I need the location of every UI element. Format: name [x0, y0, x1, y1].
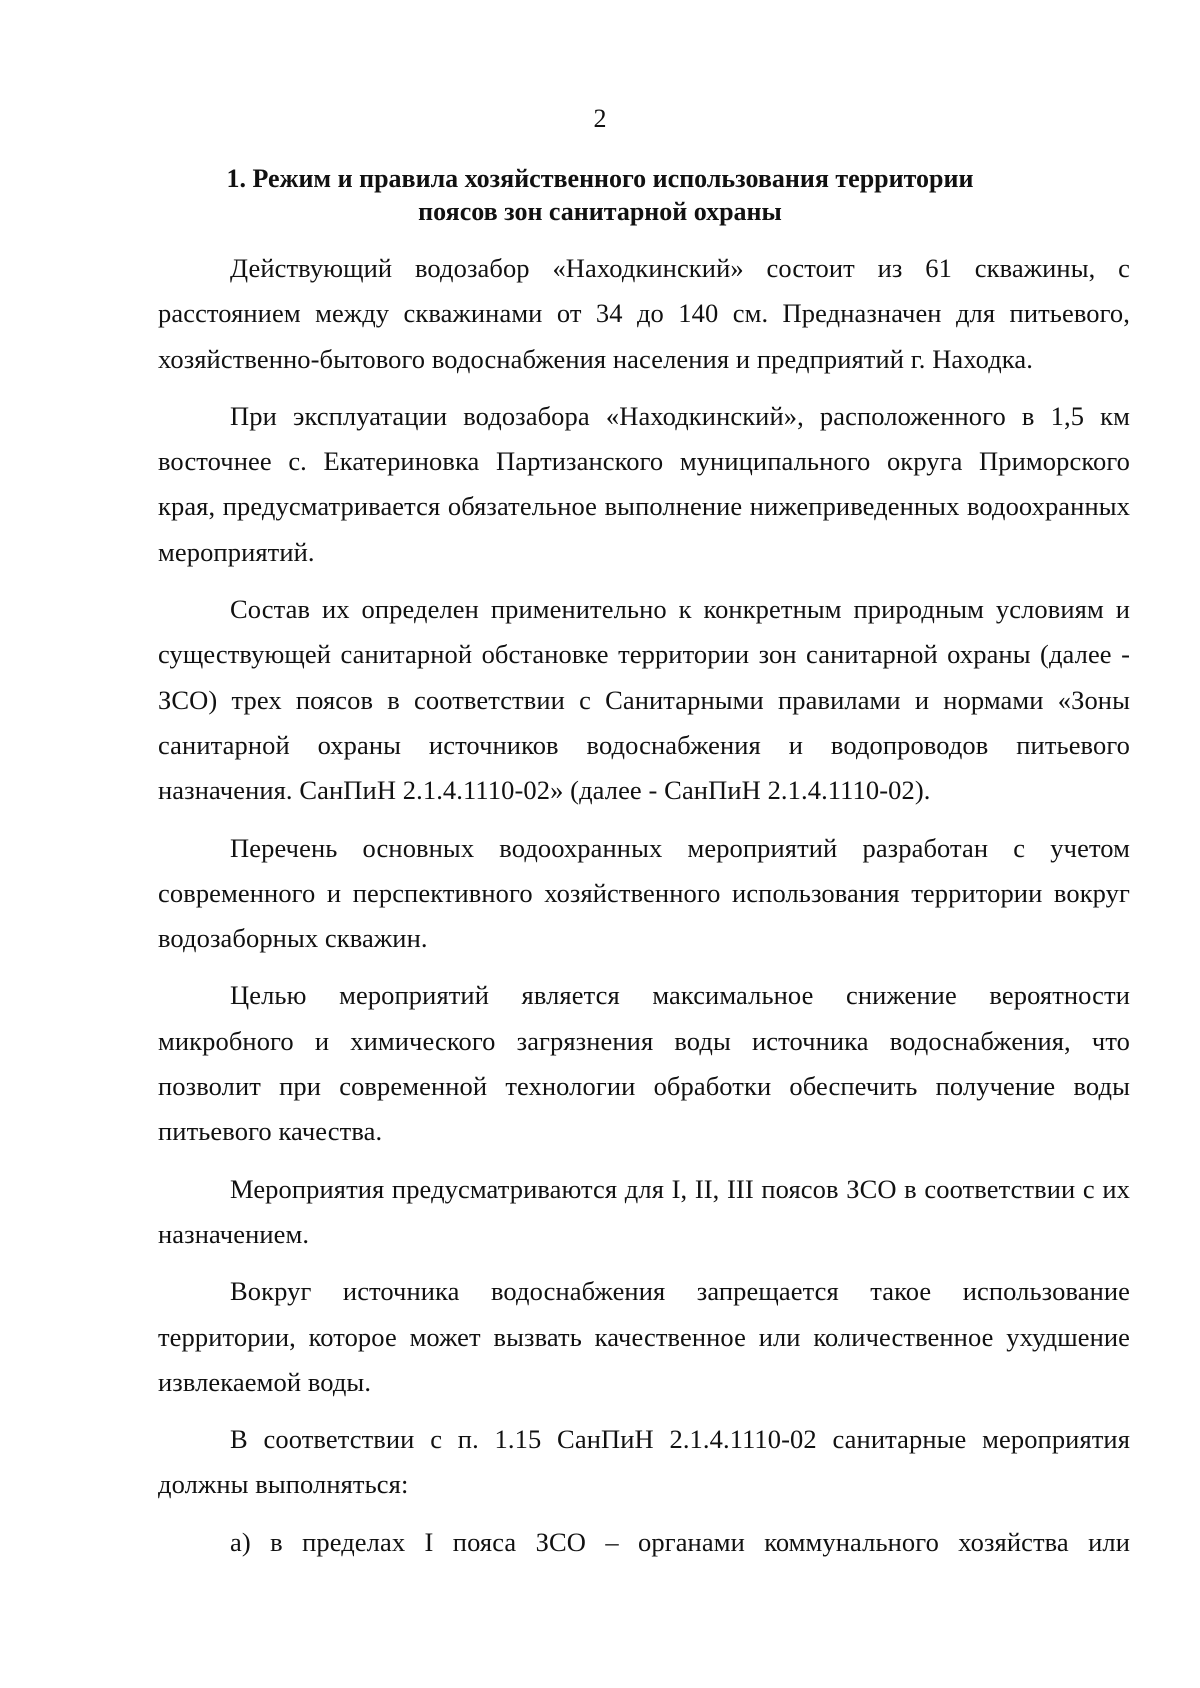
paragraph-zones: Мероприятия предусматриваются для I, II, III поясов ЗСО в соответствии с их назначением.	[158, 1173, 1130, 1249]
page-number: 2	[593, 104, 607, 133]
paragraph-composition: Состав их определен применительно к конкретным природным условиям и существующей санитарной обстановке территории зон санитарной охраны (далее - ЗСО) трех поясов в соответствии с Санитарными правилами и нормами «Зоны санитарной охраны источников водоснабжения и водопроводов питьевого назначения. СанПиН 2.1.4.1110-02» (далее - СанПиН 2.1.4.1110-02).	[158, 594, 1130, 806]
paragraph-intake-description: Действующий водозабор «Находкинский» состоит из 61 скважины, с расстоянием между скважинами от 34 до 140 см. Предназначен для питьевого, хозяйственно-бытового водоснабжения населения и предприятий г. Находка.	[158, 253, 1130, 374]
section-title	[140, 162, 1060, 228]
paragraph-measures-list: Перечень основных водоохранных мероприятий разработан с учетом современного и перспективного хозяйственного использования территории вокруг водозаборных скважин.	[158, 832, 1130, 954]
section-title-line-1: 1. Режим и правила хозяйственного использования территории	[226, 164, 974, 193]
paragraph-prohibition: Вокруг источника водоснабжения запрещается такое использование территории, которое может вызвать качественное или количественное ухудшение извлекаемой воды.	[158, 1276, 1130, 1397]
paragraph-item-a: а) в пределах I пояса ЗСО – органами коммунального хозяйства или	[230, 1526, 1130, 1557]
document-body	[158, 246, 1130, 1577]
section-title-line-2: поясов зон санитарной охраны	[418, 197, 782, 226]
paragraph-operation-measures: При эксплуатации водозабора «Находкинский», расположенного в 1,5 км восточнее с. Екатериновка Партизанского муниципального округа Приморского края, предусматривается обязательное выполнение нижеприведенных водоохранных мероприятий.	[158, 400, 1130, 567]
paragraph-sanpin-reference: В соответствии с п. 1.15 СанПиН 2.1.4.1110-02 санитарные мероприятия должны выполняться:	[158, 1424, 1130, 1500]
paragraph-goal: Целью мероприятий является максимальное снижение вероятности микробного и химического загрязнения воды источника водоснабжения, что позволит при современной технологии обработки обеспечить получение воды питьевого качества.	[158, 980, 1130, 1147]
